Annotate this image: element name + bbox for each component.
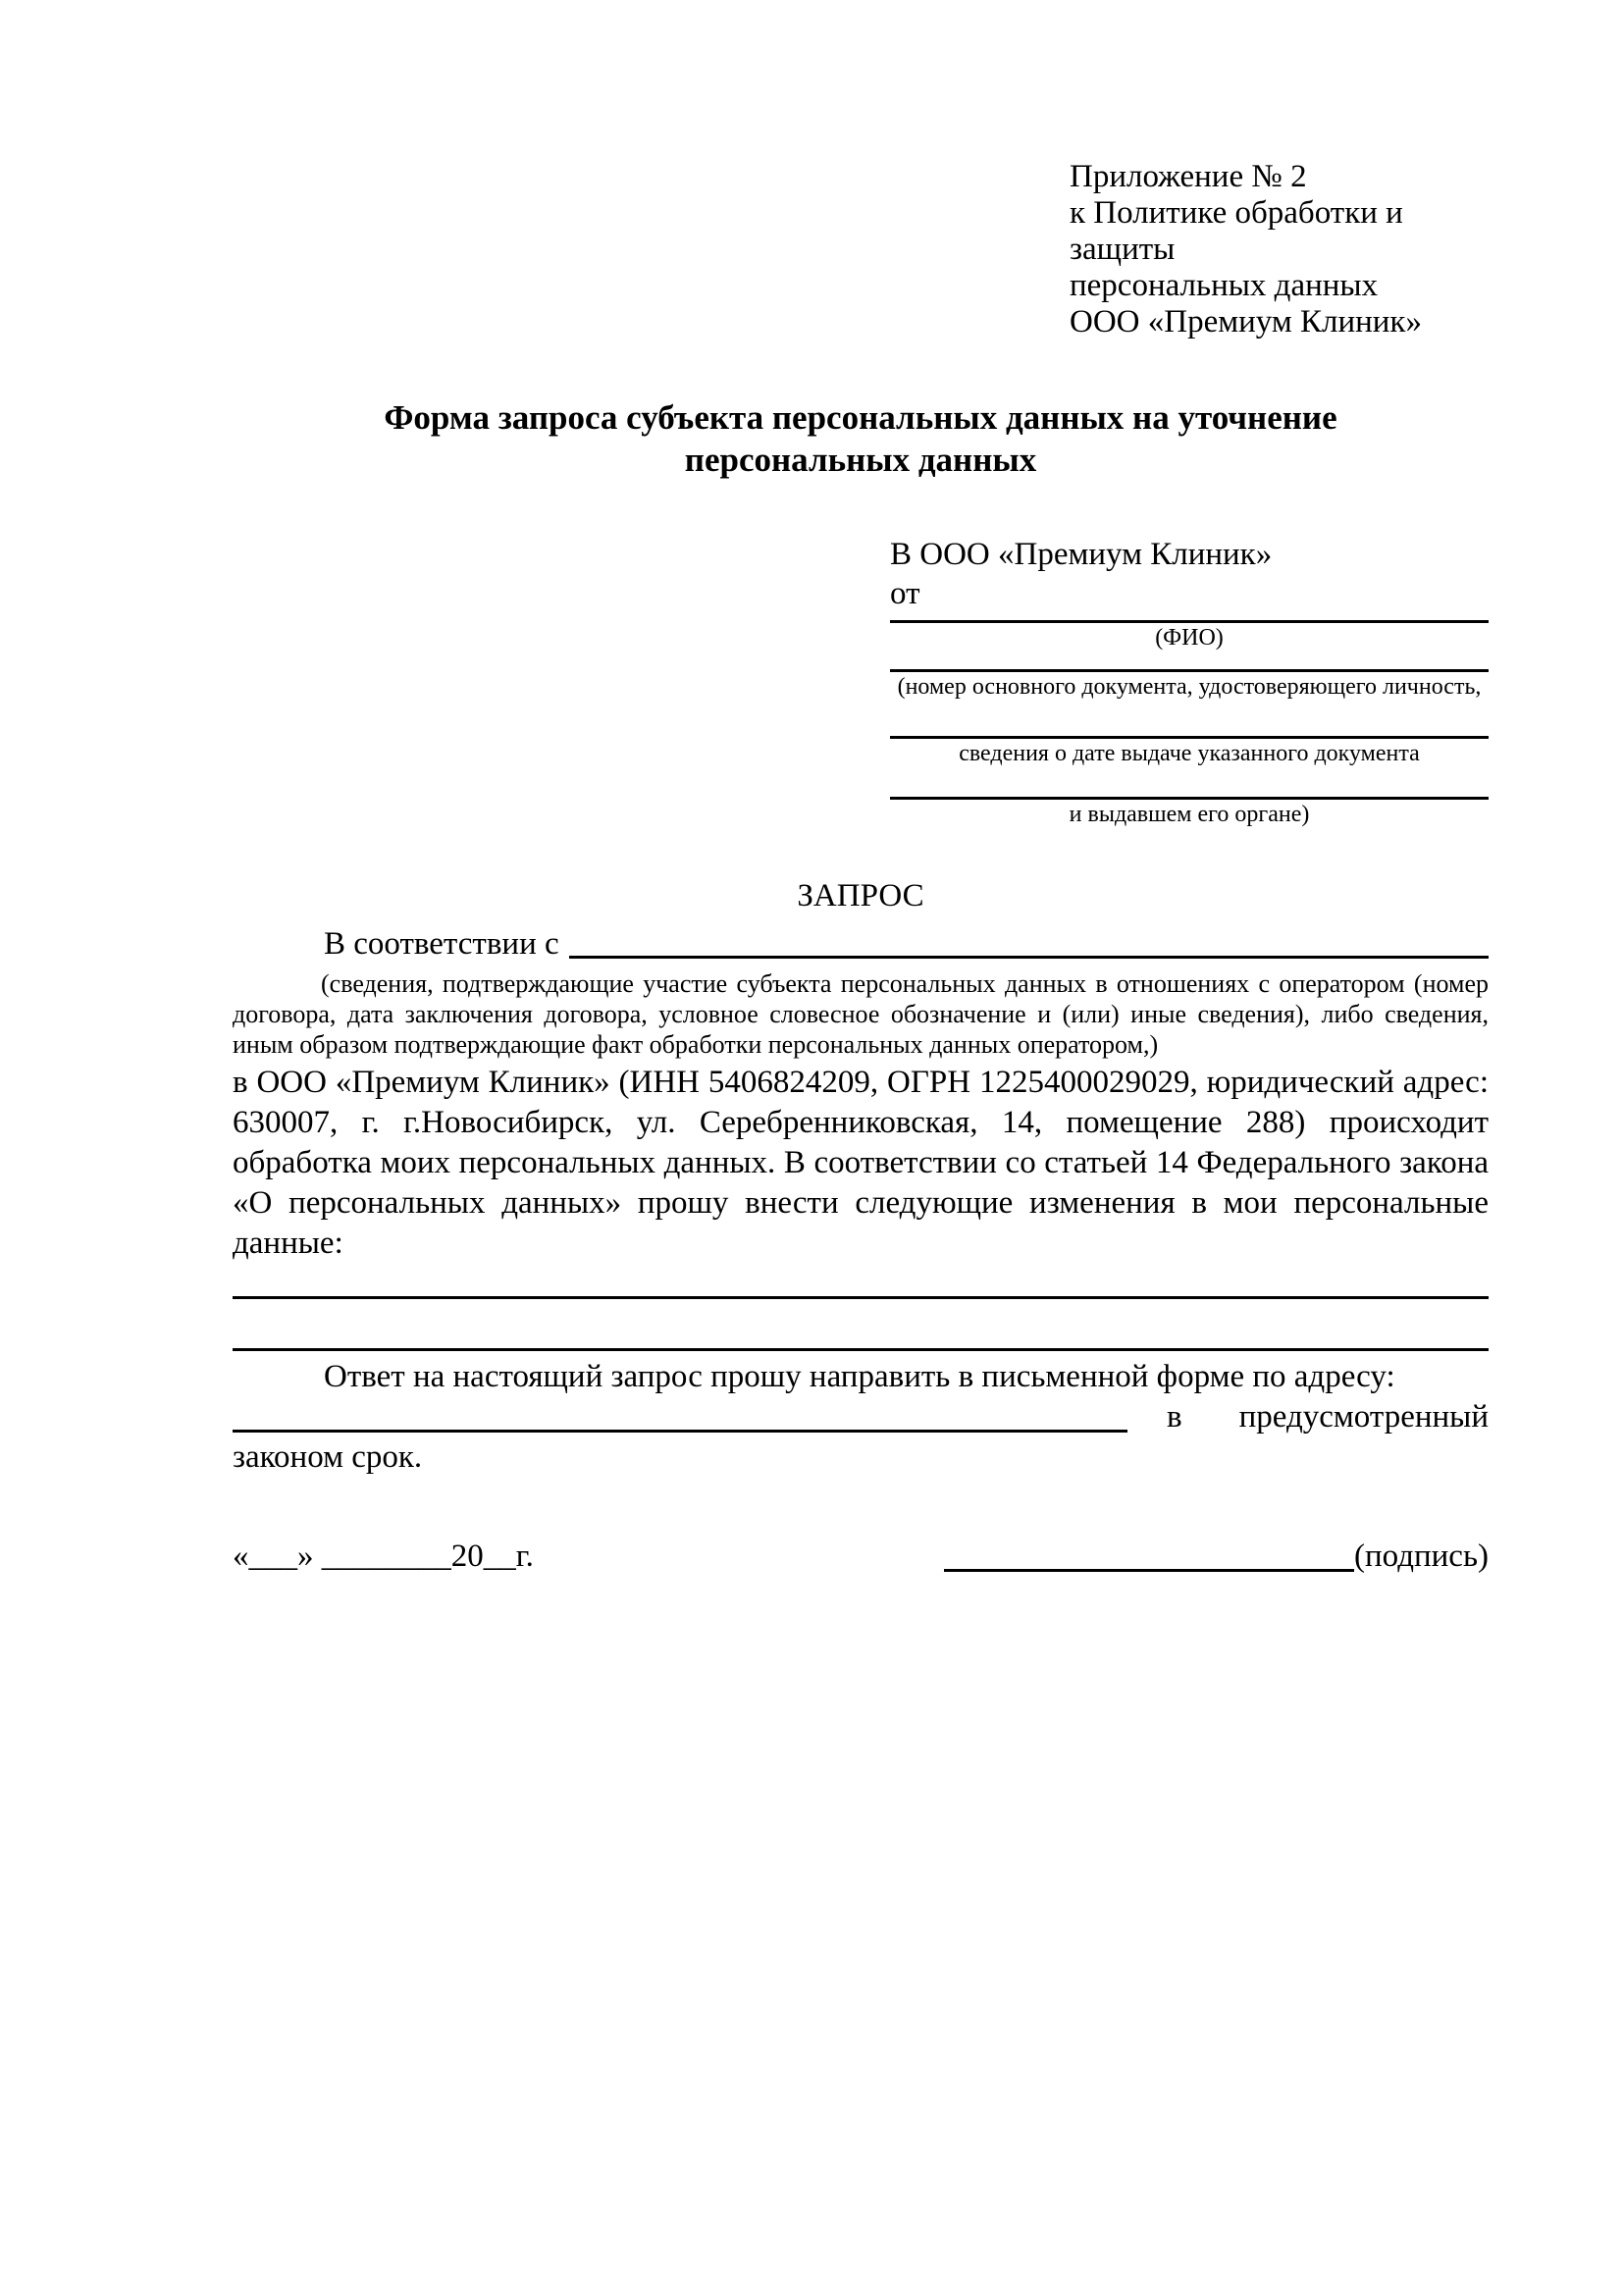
intro-prefix: В соответствии с	[324, 926, 559, 962]
appendix-header	[1070, 159, 1489, 340]
date-line: «___» ________20__г.	[233, 1539, 534, 1574]
appendix-header-line: ООО «Премиум Клиник»	[1070, 304, 1422, 339]
answer-address-row	[233, 1397, 1489, 1437]
signature-caption: (подпись)	[1354, 1539, 1489, 1574]
answer-closing: законом срок.	[233, 1439, 423, 1475]
appendix-header-line: Приложение № 2	[1070, 159, 1307, 194]
changes-fill-line-2	[233, 1299, 1489, 1351]
document-title: Форма запроса субъекта персональных данных на уточнение персональных данных	[384, 398, 1337, 479]
addressee-to: В ООО «Премиум Клиник»	[890, 537, 1273, 572]
fio-field	[890, 613, 1489, 652]
issuing-authority-field	[890, 768, 1489, 829]
body-paragraph: в ООО «Премиум Клиник» (ИНН 5406824209, ОГРН 1225400029029, юридический адрес: 630007, г. г.Новосибирск, ул. Серебренниковская, 14, помещение 288) происходит обработка моих персональных данных. В соответствии со статьей 14 Федерального закона «О персональных данных» прошу внести следующие изменения в мои персональные данные:	[233, 1065, 1489, 1261]
date-signature-row	[233, 1537, 1489, 1577]
answer-tail-word: в	[1167, 1399, 1182, 1435]
document-number-field	[890, 652, 1489, 702]
issue-date-field	[890, 702, 1489, 768]
answer-tail-word: предусмотренный	[1238, 1399, 1489, 1435]
addressee-from: от	[890, 576, 920, 611]
changes-fill-line-1	[233, 1264, 1489, 1299]
signature-fill-line	[944, 1569, 1354, 1572]
fio-fill-line	[890, 613, 1489, 623]
issue-date-fill-line	[890, 702, 1489, 739]
request-heading: ЗАПРОС	[797, 878, 924, 913]
fio-caption: (ФИО)	[1155, 625, 1224, 651]
addressee-block	[890, 535, 1489, 829]
answer-sentence: Ответ на настоящий запрос прошу направить в письменной форме по адресу:	[324, 1359, 1395, 1394]
address-fill-line	[233, 1430, 1127, 1433]
issuing-authority-caption: и выдавшем его органе)	[1069, 802, 1310, 827]
basis-fill-line	[569, 924, 1489, 959]
issuing-authority-fill-line	[890, 768, 1489, 800]
footnote: (сведения, подтверждающие участие субъекта персональных данных в отношениях с оператором (номер договора, дата заключения договора, условное словесное обозначение и (или) иные сведения), либо сведения, иным образом подтверждающие факт обработки персональных данных оператором,)	[233, 969, 1489, 1059]
issue-date-caption: сведения о дате выдаче указанного документа	[959, 741, 1420, 766]
document-number-caption: (номер основного документа, удостоверяющего личность,	[897, 674, 1482, 700]
intro-row	[233, 924, 1489, 964]
document-number-fill-line	[890, 652, 1489, 672]
appendix-header-line: к Политике обработки и защиты	[1070, 195, 1403, 267]
appendix-header-line: персональных данных	[1070, 268, 1379, 303]
